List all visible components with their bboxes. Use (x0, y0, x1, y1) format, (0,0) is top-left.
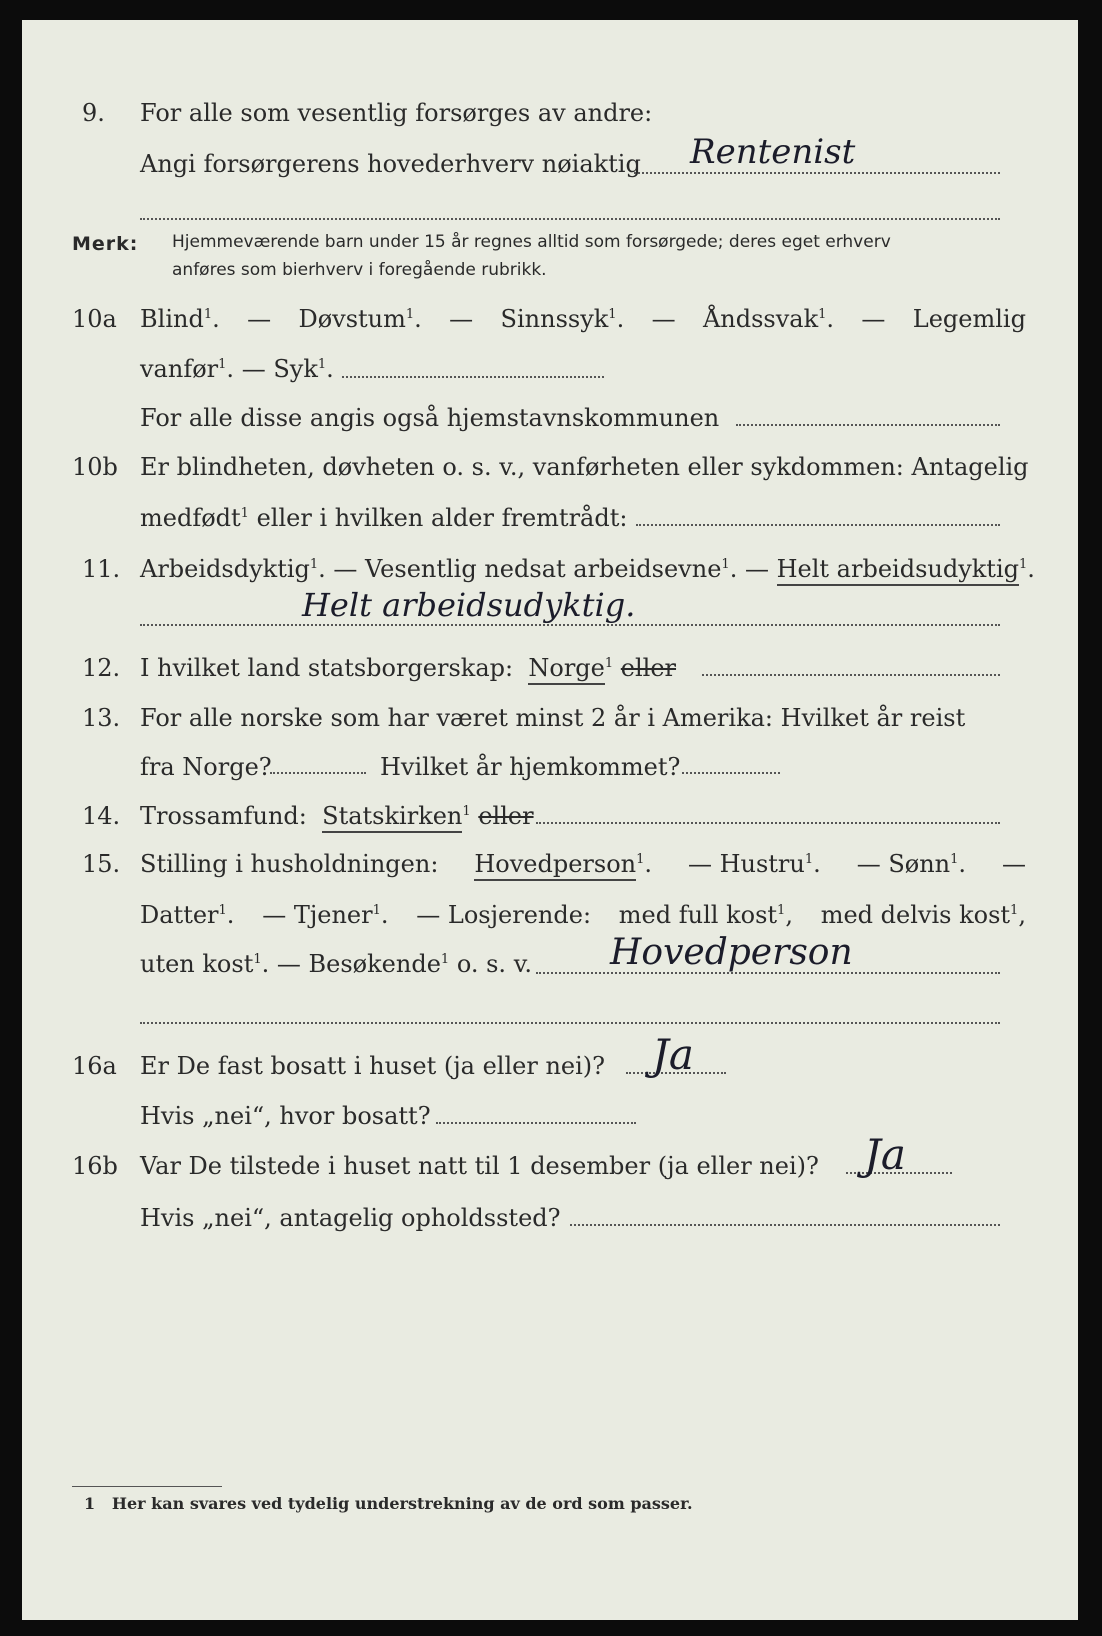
question-text: fra Norge? (140, 753, 272, 781)
answer-line (736, 424, 1000, 426)
underlined-option: Helt arbeidsudyktig (777, 555, 1019, 586)
question-number: 14. (82, 802, 121, 830)
question-text: For alle som vesentlig forsørges av andre: (140, 99, 653, 127)
footnote (84, 1494, 693, 1513)
question-options: Datter$^1$. — Tjener$^1$. — Losjerende: med full kost$^1$, med delvis kost$^1$, (140, 901, 1026, 929)
question-text: Var De tilstede i huset natt til 1 desember (ja eller nei)? (140, 1152, 819, 1180)
question-number: 15. (82, 850, 121, 878)
question-10a-line3 (22, 400, 1078, 436)
option-legemlig: Legemlig (912, 305, 1026, 333)
question-12 (22, 650, 1078, 686)
struck-word: eller (478, 802, 534, 830)
underlined-option: Norge (528, 654, 605, 685)
question-text: Trossamfund: Statskirken$^1$ eller (140, 798, 534, 834)
question-text: Hvilket år hjemkommet? (380, 753, 681, 781)
answer-line (140, 624, 1000, 626)
question-9-line2 (22, 146, 1078, 182)
handwritten-answer: Ja (864, 1130, 906, 1179)
answer-line (270, 772, 366, 774)
footnote-rule (72, 1486, 222, 1487)
question-16a-line2 (22, 1098, 1078, 1134)
answer-line (342, 376, 604, 378)
note-text: Hjemmeværende barn under 15 år regnes alltid som forsørgede; deres eget erhverv (172, 232, 891, 252)
answer-line (682, 772, 780, 774)
handwritten-answer: Ja (652, 1030, 694, 1079)
census-form-page (22, 20, 1078, 1620)
question-text: Er De fast bosatt i huset (ja eller nei)? (140, 1052, 606, 1080)
question-number: 16a (72, 1052, 117, 1080)
question-10a (22, 301, 1078, 337)
question-options (140, 301, 1026, 337)
question-16b (22, 1148, 1078, 1184)
question-9 (22, 95, 1078, 131)
question-14 (22, 798, 1078, 834)
question-text: I hvilket land statsborgerskap: Norge$^1$ eller (140, 650, 676, 686)
answer-line (536, 822, 1000, 824)
question-10b (22, 449, 1078, 485)
underlined-option: Statskirken (322, 802, 462, 833)
question-16a (22, 1048, 1078, 1084)
answer-line (636, 524, 1000, 526)
question-13-line2 (22, 749, 1078, 785)
answer-line (634, 172, 1000, 174)
question-10a-line2 (22, 351, 1078, 387)
question-text: Hvis „nei“, hvor bosatt? (140, 1102, 431, 1130)
question-15-line3 (22, 946, 1078, 982)
note-label: Merk: (72, 233, 139, 255)
question-number: 9. (82, 99, 105, 127)
question-number: 16b (72, 1152, 118, 1180)
question-13 (22, 700, 1078, 736)
answer-line (140, 1022, 1000, 1024)
dash: — (861, 305, 886, 333)
option-andssvak: Åndssvak$^1$. (702, 305, 835, 333)
struck-word: eller (620, 654, 677, 682)
note-text: anføres som bierhverv i foregående rubrikk. (172, 260, 547, 280)
answer-line (436, 1122, 636, 1124)
question-text: medfødt$^1$ eller i hvilken alder fremtrådt: (140, 504, 628, 532)
handwritten-answer: Hovedperson (610, 932, 853, 973)
footnote-mark: 1 (84, 1494, 96, 1513)
question-number: 11. (82, 555, 121, 583)
answer-line (140, 218, 1000, 220)
question-text: vanfør$^1$. — Syk$^1$. (140, 355, 334, 383)
question-text: Arbeidsdyktig$^1$. — Vesentlig nedsat arbeidsevne$^1$. — Helt arbeidsudyktig$^1$. (140, 551, 1035, 587)
footnote-text: Her kan svares ved tydelig understrekning av de ord som passer. (111, 1494, 693, 1513)
answer-line (702, 674, 1000, 676)
question-number: 10b (72, 453, 118, 481)
option-blind: Blind$^1$. (140, 305, 220, 333)
option-dovstum: Døvstum$^1$. (298, 305, 422, 333)
handwritten-answer: Helt arbeidsudyktig. (302, 586, 636, 624)
question-15 (22, 846, 1078, 882)
handwritten-answer: Rentenist (690, 132, 856, 172)
question-text: Angi forsørgerens hovederhverv nøiaktig (140, 150, 641, 178)
question-text: Hvis „nei“, antagelig opholdssted? (140, 1204, 561, 1232)
question-number: 12. (82, 654, 121, 682)
question-16b-line2 (22, 1200, 1078, 1236)
question-15-line2 (22, 897, 1078, 933)
answer-line (570, 1224, 1000, 1226)
question-11 (22, 551, 1078, 587)
question-options: Stilling i husholdningen: Hovedperson$^1$. — Hustru$^1$. — Sønn$^1$. — (140, 846, 1026, 882)
question-text: Er blindheten, døvheten o. s. v., vanførheten eller sykdommen: Antagelig (140, 453, 1029, 481)
dash: — (247, 305, 272, 333)
question-text: uten kost$^1$. — Besøkende$^1$ o. s. v. (140, 950, 533, 978)
question-number: 10a (72, 305, 117, 333)
option-sinnssyk: Sinnssyk$^1$. (500, 305, 625, 333)
dash: — (651, 305, 676, 333)
question-number: 13. (82, 704, 121, 732)
question-text: For alle disse angis også hjemstavnskommunen (140, 404, 720, 432)
question-text: For alle norske som har været minst 2 år i Amerika: Hvilket år reist (140, 704, 966, 732)
question-10b-line2 (22, 500, 1078, 536)
dash: — (449, 305, 474, 333)
